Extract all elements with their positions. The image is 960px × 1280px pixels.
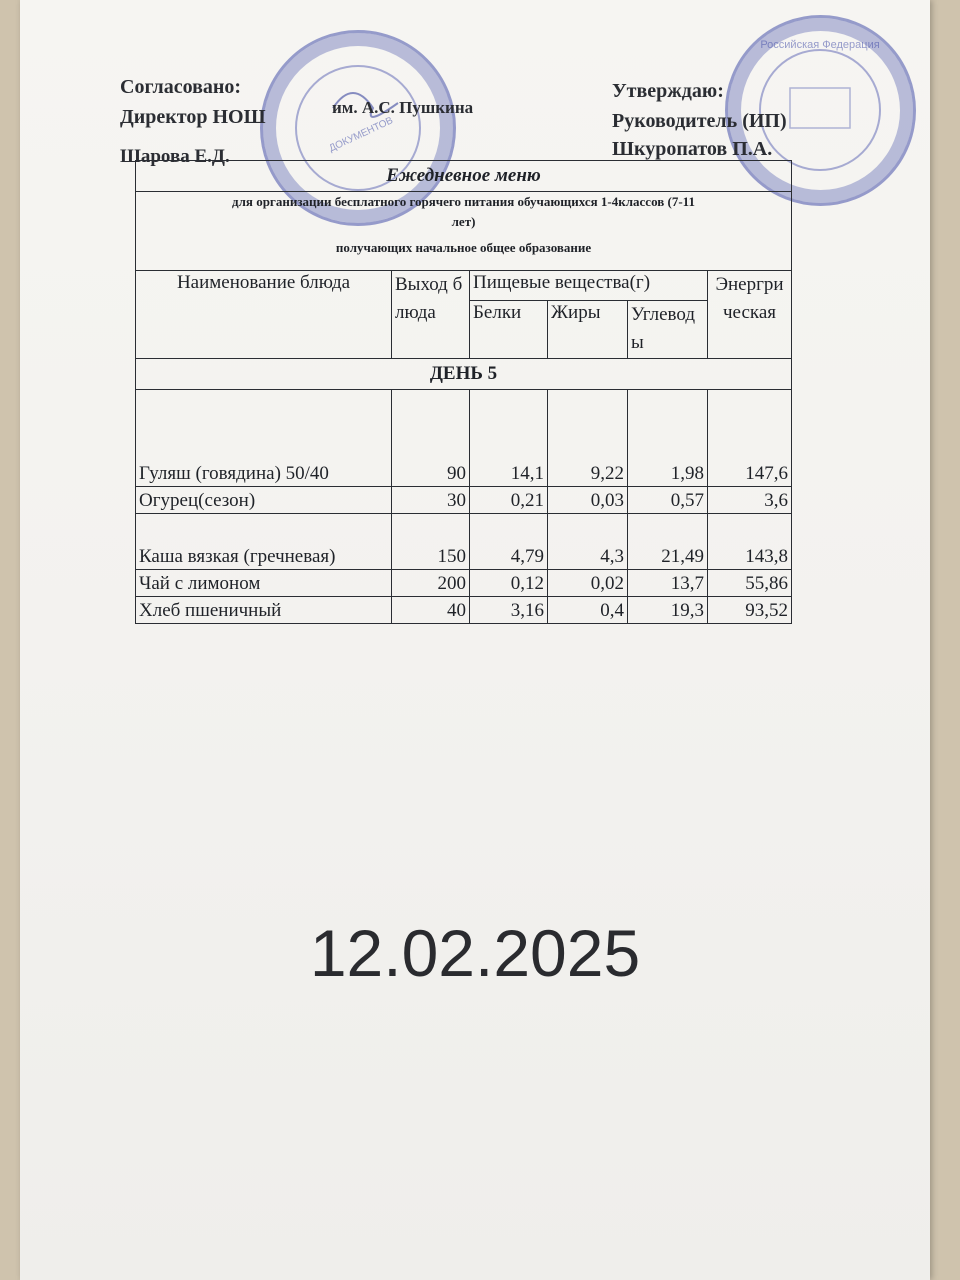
dish-protein: 4,79 (470, 514, 548, 570)
dish-name: Чай с лимоном (136, 570, 392, 597)
dish-carbs: 0,57 (628, 487, 708, 514)
day-label: ДЕНЬ 5 (136, 359, 792, 390)
table-row (136, 390, 792, 487)
dish-carbs: 19,3 (628, 597, 708, 624)
approve-label: Утверждаю: (612, 80, 724, 102)
dish-protein: 3,16 (470, 597, 548, 624)
menu-subtitle (136, 192, 792, 271)
dish-output: 200 (392, 570, 470, 597)
document-page (20, 0, 930, 1280)
dish-energy: 147,6 (708, 390, 792, 487)
dish-protein: 0,21 (470, 487, 548, 514)
dish-output: 40 (392, 597, 470, 624)
agreed-label: Согласовано: (120, 76, 242, 98)
dish-energy: 55,86 (708, 570, 792, 597)
table-row (136, 487, 792, 514)
col-header-energy: Энергрическая (708, 271, 792, 359)
dish-fat: 0,03 (548, 487, 628, 514)
head-name: Шкуропатов П.А. (612, 138, 773, 160)
dish-protein: 14,1 (470, 390, 548, 487)
dish-output: 30 (392, 487, 470, 514)
col-header-fat: Жиры (548, 301, 628, 359)
menu-subtitle-line-1: для организации бесплатного горячего питания обучающихся 1-4классов (7-11 лет) (232, 194, 695, 229)
dish-output: 150 (392, 514, 470, 570)
document-date: 12.02.2025 (309, 916, 641, 990)
dish-name: Огурец(сезон) (136, 487, 392, 514)
dish-fat: 0,02 (548, 570, 628, 597)
col-header-output: Выход блюда (392, 271, 470, 359)
col-header-name: Наименование блюда (136, 271, 392, 359)
menu-table (135, 160, 792, 624)
dish-carbs: 1,98 (628, 390, 708, 487)
school-name: им. А.С. Пушкина (332, 98, 474, 117)
menu-title: Ежедневное меню (136, 161, 792, 192)
dish-name: Каша вязкая (гречневая) (136, 514, 392, 570)
col-header-nutrients: Пищевые вещества(г) (470, 271, 708, 301)
dish-carbs: 13,7 (628, 570, 708, 597)
director-name: Шарова Е.Д. (120, 146, 230, 167)
director-title: Директор НОШ (120, 106, 266, 128)
dish-energy: 3,6 (708, 487, 792, 514)
dish-carbs: 21,49 (628, 514, 708, 570)
table-row (136, 570, 792, 597)
head-title: Руководитель (ИП) (612, 110, 787, 132)
dish-fat: 9,22 (548, 390, 628, 487)
dish-fat: 4,3 (548, 514, 628, 570)
svg-text:Российская Федерация: Российская Федерация (760, 39, 880, 51)
menu-subtitle-line-2: получающих начальное общее образование (335, 240, 592, 255)
dish-name: Гуляш (говядина) 50/40 (136, 390, 392, 487)
dish-fat: 0,4 (548, 597, 628, 624)
table-row (136, 514, 792, 570)
dish-name: Хлеб пшеничный (136, 597, 392, 624)
dish-protein: 0,12 (470, 570, 548, 597)
table-row (136, 597, 792, 624)
dish-energy: 93,52 (708, 597, 792, 624)
dish-output: 90 (392, 390, 470, 487)
dish-energy: 143,8 (708, 514, 792, 570)
col-header-carbs: Углеводы (628, 301, 708, 359)
svg-text:ДОКУМЕНТОВ: ДОКУМЕНТОВ (327, 115, 395, 155)
col-header-protein: Белки (470, 301, 548, 359)
